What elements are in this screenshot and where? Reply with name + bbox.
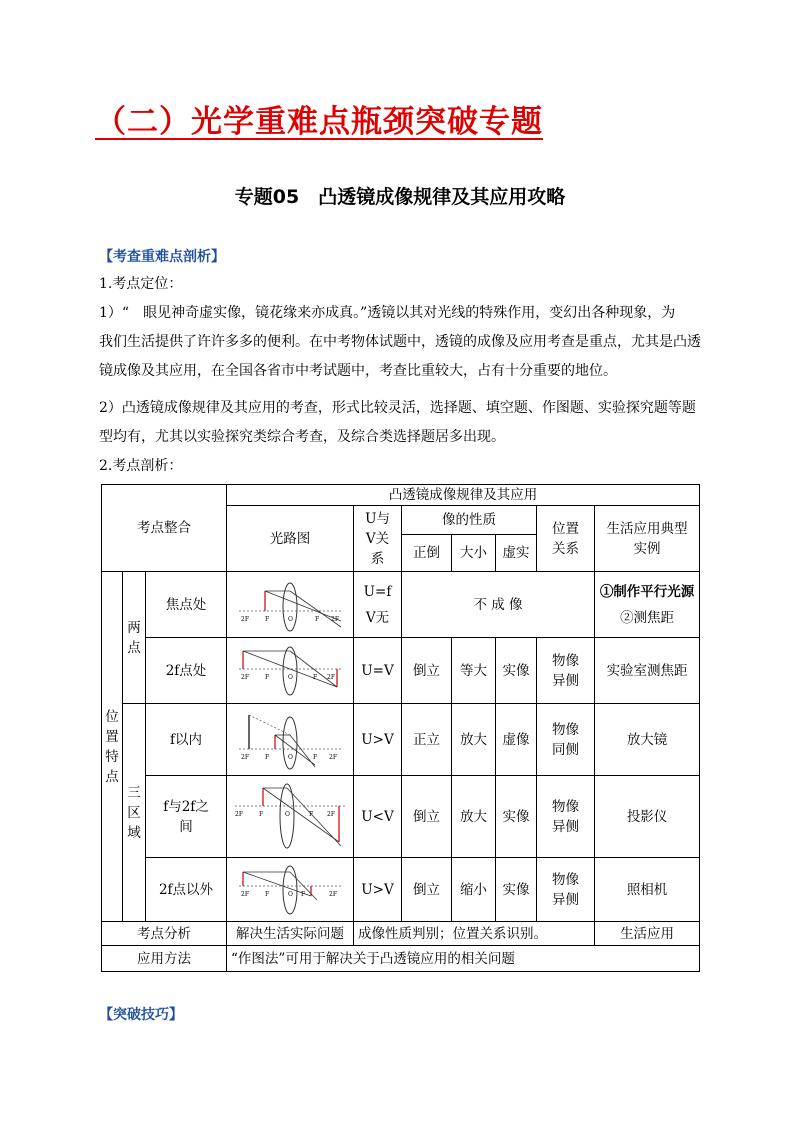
analysis-label: 考点分析 xyxy=(102,922,227,946)
size-2f: 等大 xyxy=(452,638,496,704)
table-caption: 凸透镜成像规律及其应用 xyxy=(227,485,700,506)
uv-2f: U=V xyxy=(354,638,402,704)
svg-text:2F: 2F xyxy=(327,673,335,681)
svg-text:F: F xyxy=(313,753,318,761)
para2-line1: 2）凸透镜成像规律及其应用的考查，形式比较灵活，选择题、填空题、作图题、实验探究题等题 xyxy=(99,400,696,416)
point2-label: 2.考点剖析： xyxy=(99,458,183,474)
uv-focal: U=f V无 xyxy=(354,572,402,638)
analysis-a: 解决生活实际问题 xyxy=(227,922,354,946)
ray-diagram-focal xyxy=(227,572,354,638)
size-between-f-2f: 放大 xyxy=(452,776,496,858)
svg-text:O: O xyxy=(288,890,293,898)
no-image-merged: 不 成 像 xyxy=(402,572,595,638)
life-between-f-2f: 投影仪 xyxy=(595,776,700,858)
real-beyond-2f: 实像 xyxy=(496,858,537,922)
page-sub-title: 专题05 凸透镜成像规律及其应用攻略 xyxy=(234,186,566,208)
para2-line2: 型均有，尤其以实验探究类综合考查，及综合类选择题居多出现。 xyxy=(99,429,505,445)
life-focal: ①制作平行光源 ②测焦距 xyxy=(595,572,700,638)
svg-text:F: F xyxy=(309,810,314,818)
analysis-c: 生活应用 xyxy=(595,922,700,946)
label-f-left: F xyxy=(265,615,270,623)
svg-text:F: F xyxy=(265,890,270,898)
svg-text:O: O xyxy=(288,753,293,761)
orient-between-f-2f: 倒立 xyxy=(402,776,452,858)
svg-text:O: O xyxy=(288,673,293,681)
svg-text:O: O xyxy=(285,810,290,818)
cond-between-f-2f: f与2f之 间 xyxy=(146,776,227,858)
svg-text:F: F xyxy=(265,753,270,761)
svg-text:F: F xyxy=(301,890,306,898)
pos-between-f-2f: 物像 异侧 xyxy=(537,776,595,858)
col-position-header: 位置 关系 xyxy=(537,506,595,572)
size-inside-f: 放大 xyxy=(452,704,496,776)
size-beyond-2f: 缩小 xyxy=(452,858,496,922)
uv-inside-f: U>V xyxy=(354,704,402,776)
group-three-regions: 三 区 域 xyxy=(123,704,146,922)
tips-heading: 【突破技巧】 xyxy=(99,1007,183,1023)
orient-beyond-2f: 倒立 xyxy=(402,858,452,922)
svg-text:2F: 2F xyxy=(241,673,249,681)
svg-text:2F: 2F xyxy=(241,753,249,761)
method-text: “作图法”可用于解决关于凸透镜应用的相关问题 xyxy=(227,946,700,972)
uv-between-f-2f: U<V xyxy=(354,776,402,858)
para1-line2: 我们生活提供了许许多多的便利。在中考物体试题中，透镜的成像及应用考查是重点，尤其是凸透 xyxy=(99,334,701,350)
orient-2f: 倒立 xyxy=(402,638,452,704)
cond-2f: 2f点处 xyxy=(146,638,227,704)
cond-inside-f: f以内 xyxy=(146,704,227,776)
svg-text:2F: 2F xyxy=(235,810,243,818)
real-between-f-2f: 实像 xyxy=(496,776,537,858)
label-2f-right: 2F xyxy=(331,615,339,623)
ray-diagram-inside-f xyxy=(227,704,354,776)
col-uv-header: U与 V关 系 xyxy=(354,506,402,572)
analysis-b: 成像性质判别；位置关系识别。 xyxy=(354,922,595,946)
pos-beyond-2f: 物像 异侧 xyxy=(537,858,595,922)
svg-text:2F: 2F xyxy=(241,890,249,898)
analysis-heading: 【考查重难点剖析】 xyxy=(99,249,225,265)
cond-beyond-2f: 2f点以外 xyxy=(146,858,227,922)
svg-text:2F: 2F xyxy=(327,810,335,818)
label-f-right: F xyxy=(315,615,320,623)
svg-text:F: F xyxy=(259,810,264,818)
lens-imaging-table xyxy=(101,484,700,972)
label-o: O xyxy=(288,615,293,623)
orient-inside-f: 正立 xyxy=(402,704,452,776)
col-image-header: 像的性质 xyxy=(402,506,537,535)
svg-text:2F: 2F xyxy=(329,890,337,898)
cond-focal: 焦点处 xyxy=(146,572,227,638)
life-inside-f: 放大镜 xyxy=(595,704,700,776)
col-size-header: 大小 xyxy=(452,535,496,572)
group-position-features: 位 置 特 点 xyxy=(102,572,123,922)
real-2f: 实像 xyxy=(496,638,537,704)
svg-text:F: F xyxy=(313,673,318,681)
group-two-points: 两 点 xyxy=(123,572,146,704)
page-big-title: （二）光学重难点瓶颈突破专题 xyxy=(95,104,543,140)
para1-line3: 镜成像及其应用，在全国各省市中考试题中，考查比重较大，占有十分重要的地位。 xyxy=(99,363,617,379)
svg-text:F: F xyxy=(265,673,270,681)
corner-cell: 考点整合 xyxy=(102,485,227,572)
life-2f: 实验室测焦距 xyxy=(595,638,700,704)
col-diagram-header: 光路图 xyxy=(227,506,354,572)
ray-diagram-between-f-2f xyxy=(227,776,354,858)
col-life-header: 生活应用典型 实例 xyxy=(595,506,700,572)
method-label: 应用方法 xyxy=(102,946,227,972)
point1-label: 1.考点定位： xyxy=(99,276,183,292)
pos-inside-f: 物像 同侧 xyxy=(537,704,595,776)
svg-text:2F: 2F xyxy=(329,753,337,761)
col-orient-header: 正倒 xyxy=(402,535,452,572)
ray-diagram-beyond-2f xyxy=(227,858,354,922)
ray-diagram-2f xyxy=(227,638,354,704)
uv-beyond-2f: U>V xyxy=(354,858,402,922)
col-real-header: 虚实 xyxy=(496,535,537,572)
label-2f-left: 2F xyxy=(241,615,249,623)
life-beyond-2f: 照相机 xyxy=(595,858,700,922)
real-inside-f: 虚像 xyxy=(496,704,537,776)
para1-line1: 1）“ 眼见神奇虚实像，镜花缘来亦成真。”透镜以其对光线的特殊作用，变幻出各种现象，为 xyxy=(99,305,676,321)
pos-2f: 物像 异侧 xyxy=(537,638,595,704)
